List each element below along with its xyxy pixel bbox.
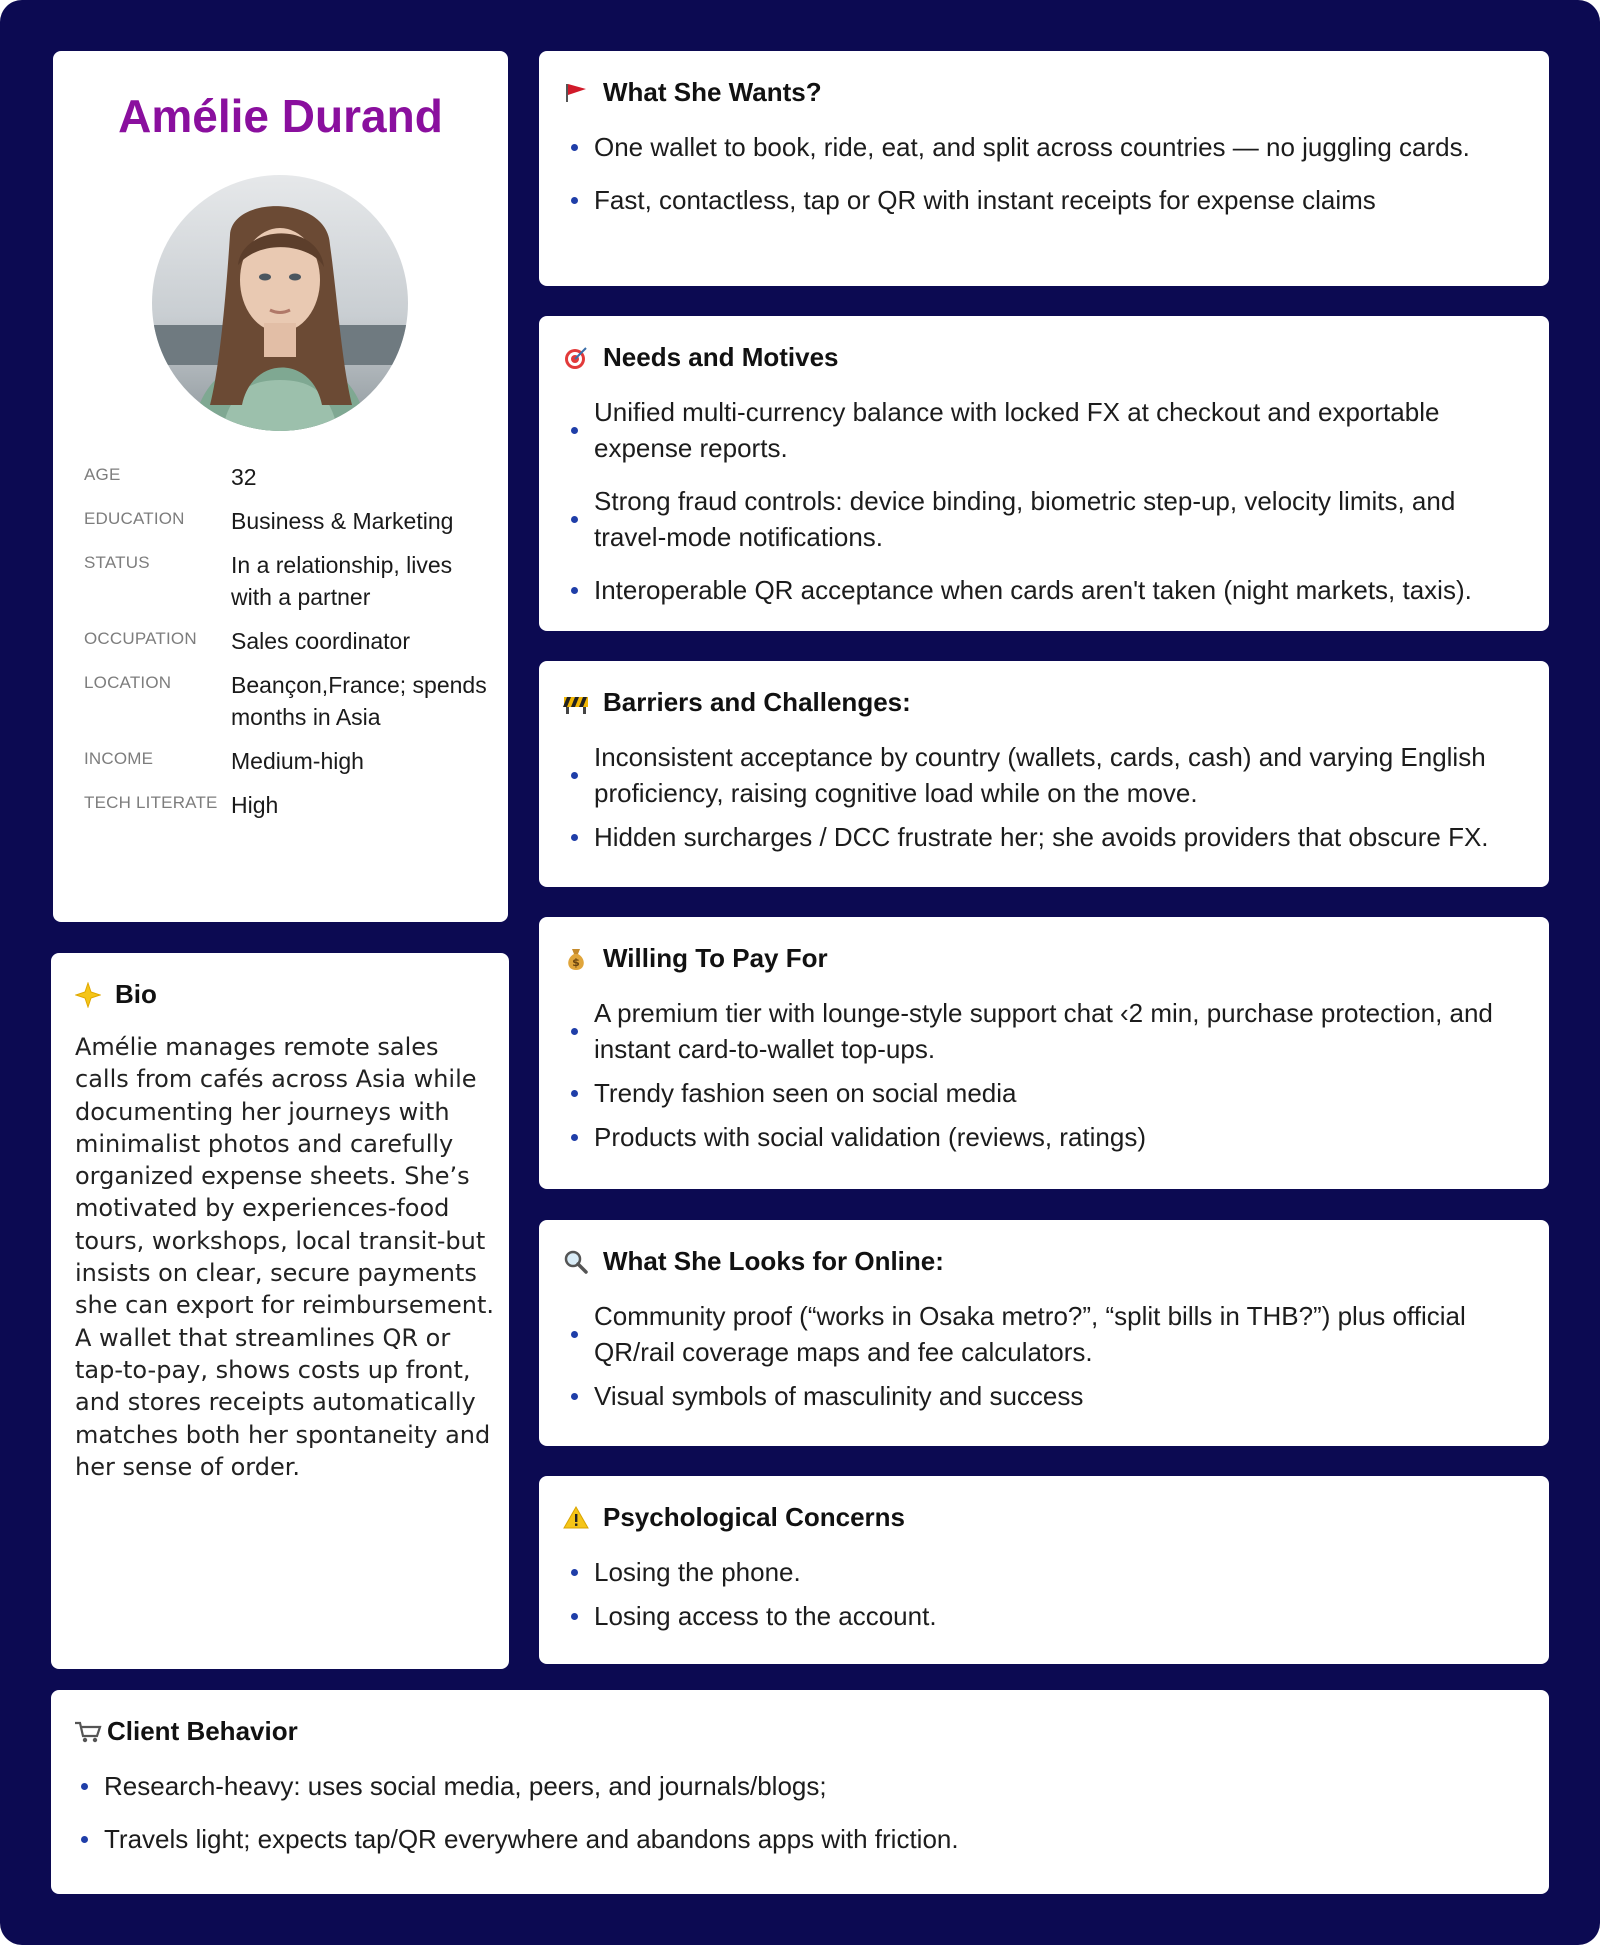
needs-list	[571, 394, 1527, 625]
persona-name: Amélie Durand	[118, 90, 443, 142]
attr-tech-literate	[84, 789, 494, 821]
online-title: What She Looks for Online:	[603, 1246, 944, 1276]
money-bag-icon	[561, 944, 591, 974]
pay-list	[571, 995, 1527, 1163]
target-icon	[561, 343, 591, 373]
list-item: Travels light; expects tap/QR everywhere and abandons apps with friction.	[81, 1821, 1527, 1857]
list-item: Hidden surcharges / DCC frustrate her; she avoids providers that obscure FX.	[571, 819, 1527, 855]
profile-card	[53, 51, 508, 922]
psych-title: Psychological Concerns	[603, 1502, 905, 1532]
attr-occupation	[84, 625, 494, 657]
list-item: Strong fraud controls: device binding, biometric step-up, velocity limits, and travel-mode notifications.	[571, 483, 1527, 555]
attr-income	[84, 745, 494, 777]
psych-card	[539, 1476, 1549, 1664]
magnifier-icon	[561, 1247, 591, 1277]
wants-title: What She Wants?	[603, 77, 822, 107]
attr-value: High	[231, 792, 279, 818]
psych-list	[571, 1554, 1527, 1642]
needs-card	[539, 316, 1549, 631]
wants-card	[539, 51, 1549, 286]
behavior-title: Client Behavior	[107, 1716, 298, 1746]
barriers-heading	[561, 687, 911, 718]
attr-value: In a relationship, lives with a partner	[231, 552, 453, 610]
online-heading	[561, 1246, 944, 1277]
avatar	[152, 175, 408, 431]
attr-education	[84, 505, 494, 537]
behavior-card	[51, 1690, 1549, 1894]
pay-heading	[561, 943, 828, 974]
pay-card	[539, 917, 1549, 1189]
attr-label: OCCUPATION	[84, 629, 197, 648]
pay-title: Willing To Pay For	[603, 943, 828, 973]
list-item: Unified multi-currency balance with locked FX at checkout and exportable expense reports.	[571, 394, 1527, 466]
attr-value: Beançon,France; spends months in Asia	[231, 672, 487, 730]
attr-value: Medium-high	[231, 748, 364, 774]
list-item: Products with social validation (reviews, ratings)	[571, 1119, 1527, 1155]
shopping-cart-icon	[73, 1717, 103, 1747]
svg-text:$: $	[572, 955, 580, 969]
barriers-list	[571, 739, 1527, 863]
barriers-title: Barriers and Challenges:	[603, 687, 911, 717]
attr-label: INCOME	[84, 749, 154, 768]
list-item: Visual symbols of masculinity and success	[571, 1378, 1527, 1414]
warning-icon	[561, 1503, 591, 1533]
red-flag-icon	[561, 78, 591, 108]
online-card	[539, 1220, 1549, 1446]
construction-barrier-icon	[561, 688, 591, 718]
attr-value: 32	[231, 464, 257, 490]
list-item: A premium tier with lounge-style support chat ‹2 min, purchase protection, and instant card-to-wallet top-ups.	[571, 995, 1527, 1067]
list-item: Interoperable QR acceptance when cards aren't taken (night markets, taxis).	[571, 572, 1527, 608]
attr-label: AGE	[84, 465, 121, 484]
needs-title: Needs and Motives	[603, 342, 839, 372]
attr-value: Business & Marketing	[231, 508, 454, 534]
attr-label: EDUCATION	[84, 509, 185, 528]
needs-heading	[561, 342, 839, 373]
list-item: One wallet to book, ride, eat, and split across countries — no juggling cards.	[571, 129, 1527, 165]
attr-value: Sales coordinator	[231, 628, 410, 654]
list-item: Losing the phone.	[571, 1554, 1527, 1590]
attr-age	[84, 461, 494, 493]
attr-location	[84, 669, 494, 733]
list-item: Losing access to the account.	[571, 1598, 1527, 1634]
attr-label: TECH LITERATE	[84, 793, 218, 812]
attr-label: STATUS	[84, 553, 150, 572]
bio-heading	[73, 979, 157, 1010]
bio-text: Amélie manages remote sales calls from cafés across Asia while documenting her journeys with minimalist photos and carefully organized expense sheets. She’s motivated by experiences-food tours, workshops, local transit-but insists on clear, secure payments she can export for reimbursement. A wallet that streamlines QR or tap-to-pay, shows costs up front, and stores receipts automatically matches both her spontaneity and her sense of order.	[75, 1033, 494, 1481]
bio-title: Bio	[115, 979, 157, 1009]
avatar-photo	[152, 175, 408, 431]
wants-list	[571, 129, 1527, 235]
attr-label: LOCATION	[84, 673, 172, 692]
psych-heading	[561, 1502, 905, 1533]
bio-card	[51, 953, 509, 1669]
list-item: Trendy fashion seen on social media	[571, 1075, 1527, 1111]
list-item: Inconsistent acceptance by country (wallets, cards, cash) and varying English proficiency, raising cognitive load while on the move.	[571, 739, 1527, 811]
behavior-heading	[73, 1716, 298, 1747]
barriers-card	[539, 661, 1549, 887]
star-icon	[73, 980, 103, 1010]
attr-status	[84, 549, 494, 613]
list-item: Community proof (“works in Osaka metro?”, “split bills in THB?”) plus official QR/rail coverage maps and fee calculators.	[571, 1298, 1527, 1370]
list-item: Fast, contactless, tap or QR with instant receipts for expense claims	[571, 182, 1527, 218]
attribute-list	[84, 461, 494, 833]
online-list	[571, 1298, 1527, 1422]
list-item: Research-heavy: uses social media, peers, and journals/blogs;	[81, 1768, 1527, 1804]
wants-heading	[561, 77, 822, 108]
behavior-list	[81, 1768, 1527, 1874]
